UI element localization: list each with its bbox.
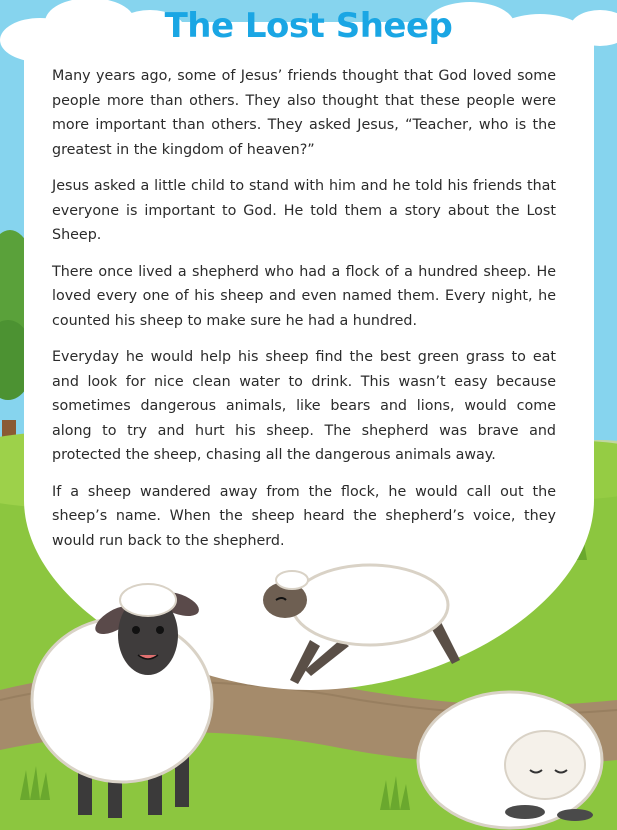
sleeping-sheep-icon <box>418 692 602 828</box>
story-text <box>52 64 556 565</box>
story-paragraph: Everyday he would help his sheep find the best green grass to eat and look for nice clean water to drink. This wasn’t easy because sometimes dangerous animals, like bears and lions, would come along to try and hurt his sheep. The shepherd was brave and protected the sheep, chasing all the dangerous animals away. <box>52 349 556 463</box>
story-paragraph: Jesus asked a little child to stand with him and he told his friends that everyone is important to God. He told them a story about the Lost Sheep. <box>52 178 556 243</box>
page-title: The Lost Sheep <box>164 6 453 46</box>
story-paragraph: There once lived a shepherd who had a flock of a hundred sheep. He loved every one of his sheep and even named them. Every night, he counted his sheep to make sure he had a hundred. <box>52 263 556 329</box>
story-paragraph: Many years ago, some of Jesus’ friends thought that God loved some people more than others. They also thought that these people were more important than others. They asked Jesus, “Teacher, who is the greatest in the kingdom of heaven?” <box>52 68 556 158</box>
story-paragraph: If a sheep wandered away from the flock, he would call out the sheep’s name. When the sheep heard the shepherd’s voice, they would run back to the shepherd. <box>52 483 556 549</box>
